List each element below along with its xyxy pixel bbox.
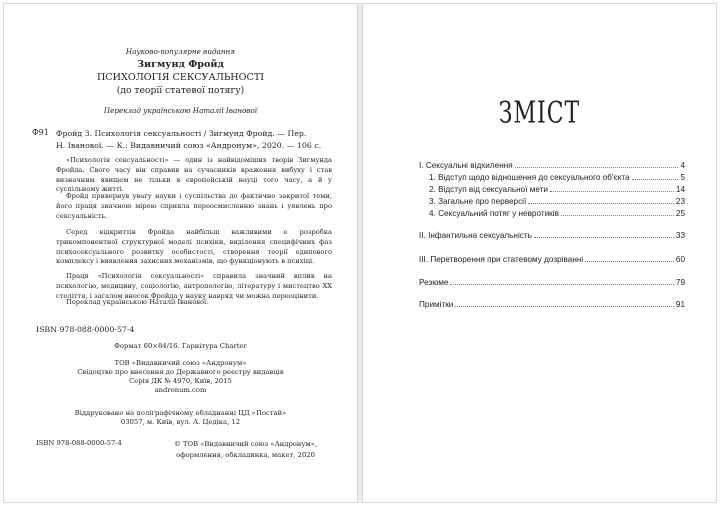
toc-entry[interactable] xyxy=(429,173,685,182)
toc-leader-dots xyxy=(561,214,674,216)
publisher-url: andronum.com xyxy=(154,386,207,394)
abstract-paragraph: Фройд привернув увагу науки і суспільства до фактично закритої теми, його праця значною мірою сприяла переосмисленню знань і уявлень про сексуальність. xyxy=(56,192,332,220)
publisher-line: ТОВ «Видавничий союз «Андронум» xyxy=(114,359,247,367)
toc-entry[interactable] xyxy=(419,300,685,309)
bib-line-2: Н. Іванової. — К.: Видавничий союз «Андронум», 2020. — 106 с. xyxy=(56,141,322,150)
abstract-paragraph: Серед відкриттів Фройда найбільш важливими є розробка трикомпонентної структурної моделі психіки, виділення специфічних фаз психосексуального розвитку особистості, створення теорії едипового комплексу і виявлення захисних механізмів, що функціонують в психіці. xyxy=(56,228,332,266)
toc-entry[interactable] xyxy=(429,209,685,218)
toc-entry[interactable] xyxy=(429,185,685,194)
toc-title: ЗМІСТ xyxy=(498,96,581,131)
toc-entry-page: 91 xyxy=(675,300,685,309)
toc-entry[interactable] xyxy=(419,231,685,240)
toc-leader-dots xyxy=(455,305,674,307)
abstract-paragraph: Праця «Психологія сексуальності» справила значний вплив на психологію, медицину, соціологію, антропологію, літературу і мистецтво XX століття, і загалом внесок Фройда у науку навряд чи можна переоцінити. xyxy=(56,272,332,300)
printer-block xyxy=(4,409,357,427)
toc-entry-page: 25 xyxy=(675,209,685,218)
toc-leader-dots xyxy=(585,260,674,262)
publisher-line: Серія ДК № 4970, Київ, 2015 xyxy=(129,377,232,385)
toc-entry[interactable] xyxy=(419,278,685,287)
book-author: Зигмунд Фройд xyxy=(137,59,224,70)
publisher-line: Свідоцтво про внесення до Державного реєстру видавців xyxy=(77,368,284,376)
toc-leader-dots xyxy=(534,236,674,238)
abstract-paragraph: «Психологія сексуальності» — один із найвідоміших творів Зигмунда Фройда. Свого часу він справив на сучасників враження вибуху і став визначним явищем не тільки в європейській науці того часу, а й у суспільному житті. xyxy=(56,156,332,194)
udc-code: Ф91 xyxy=(32,128,49,137)
isbn-main: ISBN 978-088-0000-57-4 xyxy=(36,325,135,334)
toc-entry-label: 2. Відступ від сексуальної мети xyxy=(429,185,548,194)
toc-entry-label: 1. Відступ щодо відношення до сексуального об'єкта xyxy=(429,173,630,182)
toc-leader-dots xyxy=(528,202,674,204)
toc-entry-page: 5 xyxy=(680,173,685,182)
toc-entry-label: II. Інфантильна сексуальність xyxy=(419,231,532,240)
toc-entry[interactable] xyxy=(419,161,685,170)
toc-entry-page: 33 xyxy=(675,231,685,240)
contents-page xyxy=(362,3,717,503)
toc-entry-label: 3. Загальне про перверсії xyxy=(429,197,527,206)
book-title: ПСИХОЛОГІЯ СЕКСУАЛЬНОСТІ xyxy=(96,72,265,83)
toc-entry-label: 4. Сексуальний потяг у невротиків xyxy=(429,209,559,218)
book-subtitle: (до теорії статевої потягу) xyxy=(116,85,245,96)
copyright-block xyxy=(174,439,317,461)
toc-leader-dots xyxy=(515,166,679,168)
toc-leader-dots xyxy=(550,190,674,192)
toc-entry-label: III. Перетворення при статевому дозріванні xyxy=(419,255,584,264)
toc-entry-page: 4 xyxy=(680,161,685,170)
bibliographic-record xyxy=(56,128,346,152)
toc-entry-page: 14 xyxy=(675,185,685,194)
translator-note: Переклад українською Наталії Іванової. xyxy=(66,298,209,306)
format-line: Формат 60×84/16. Гарнітура Charter xyxy=(114,342,247,350)
toc-leader-dots xyxy=(632,178,679,180)
printer-line: 03057, м. Київ, вул. А. Цедіка, 12 xyxy=(120,418,241,426)
footer-isbn: ISBN 978-088-0000-57-4 xyxy=(36,439,122,447)
toc-entry-page: 60 xyxy=(675,255,685,264)
toc-entry-label: Резюме xyxy=(419,278,449,287)
toc-entry-page: 23 xyxy=(675,197,685,206)
toc-entry[interactable] xyxy=(429,197,685,206)
toc-entry-label: I. Сексуальні відхилення xyxy=(419,161,513,170)
translator-line: Переклад українською Наталії Іванової xyxy=(103,106,258,115)
copyright-line: оформлення, обкладинка, макет, 2020 xyxy=(176,451,315,459)
copyright-line: © ТОВ «Видавничий союз «Андронум», xyxy=(174,440,318,448)
toc-entry[interactable] xyxy=(419,255,685,264)
toc-leader-dots xyxy=(450,283,673,285)
publisher-block xyxy=(4,359,357,395)
series-label: Науково-популярне видання xyxy=(125,47,236,56)
imprint-page xyxy=(3,3,358,503)
bib-line-1: Фройд З. Психологія сексуальності / Зигмунд Фройд. — Пер. xyxy=(56,129,307,138)
toc-entry-label: Примітки xyxy=(419,300,454,309)
toc-entry-page: 79 xyxy=(675,278,685,287)
printer-line: Віддруковано на поліграфічному обладнанні ЦД «Постай» xyxy=(74,409,287,417)
